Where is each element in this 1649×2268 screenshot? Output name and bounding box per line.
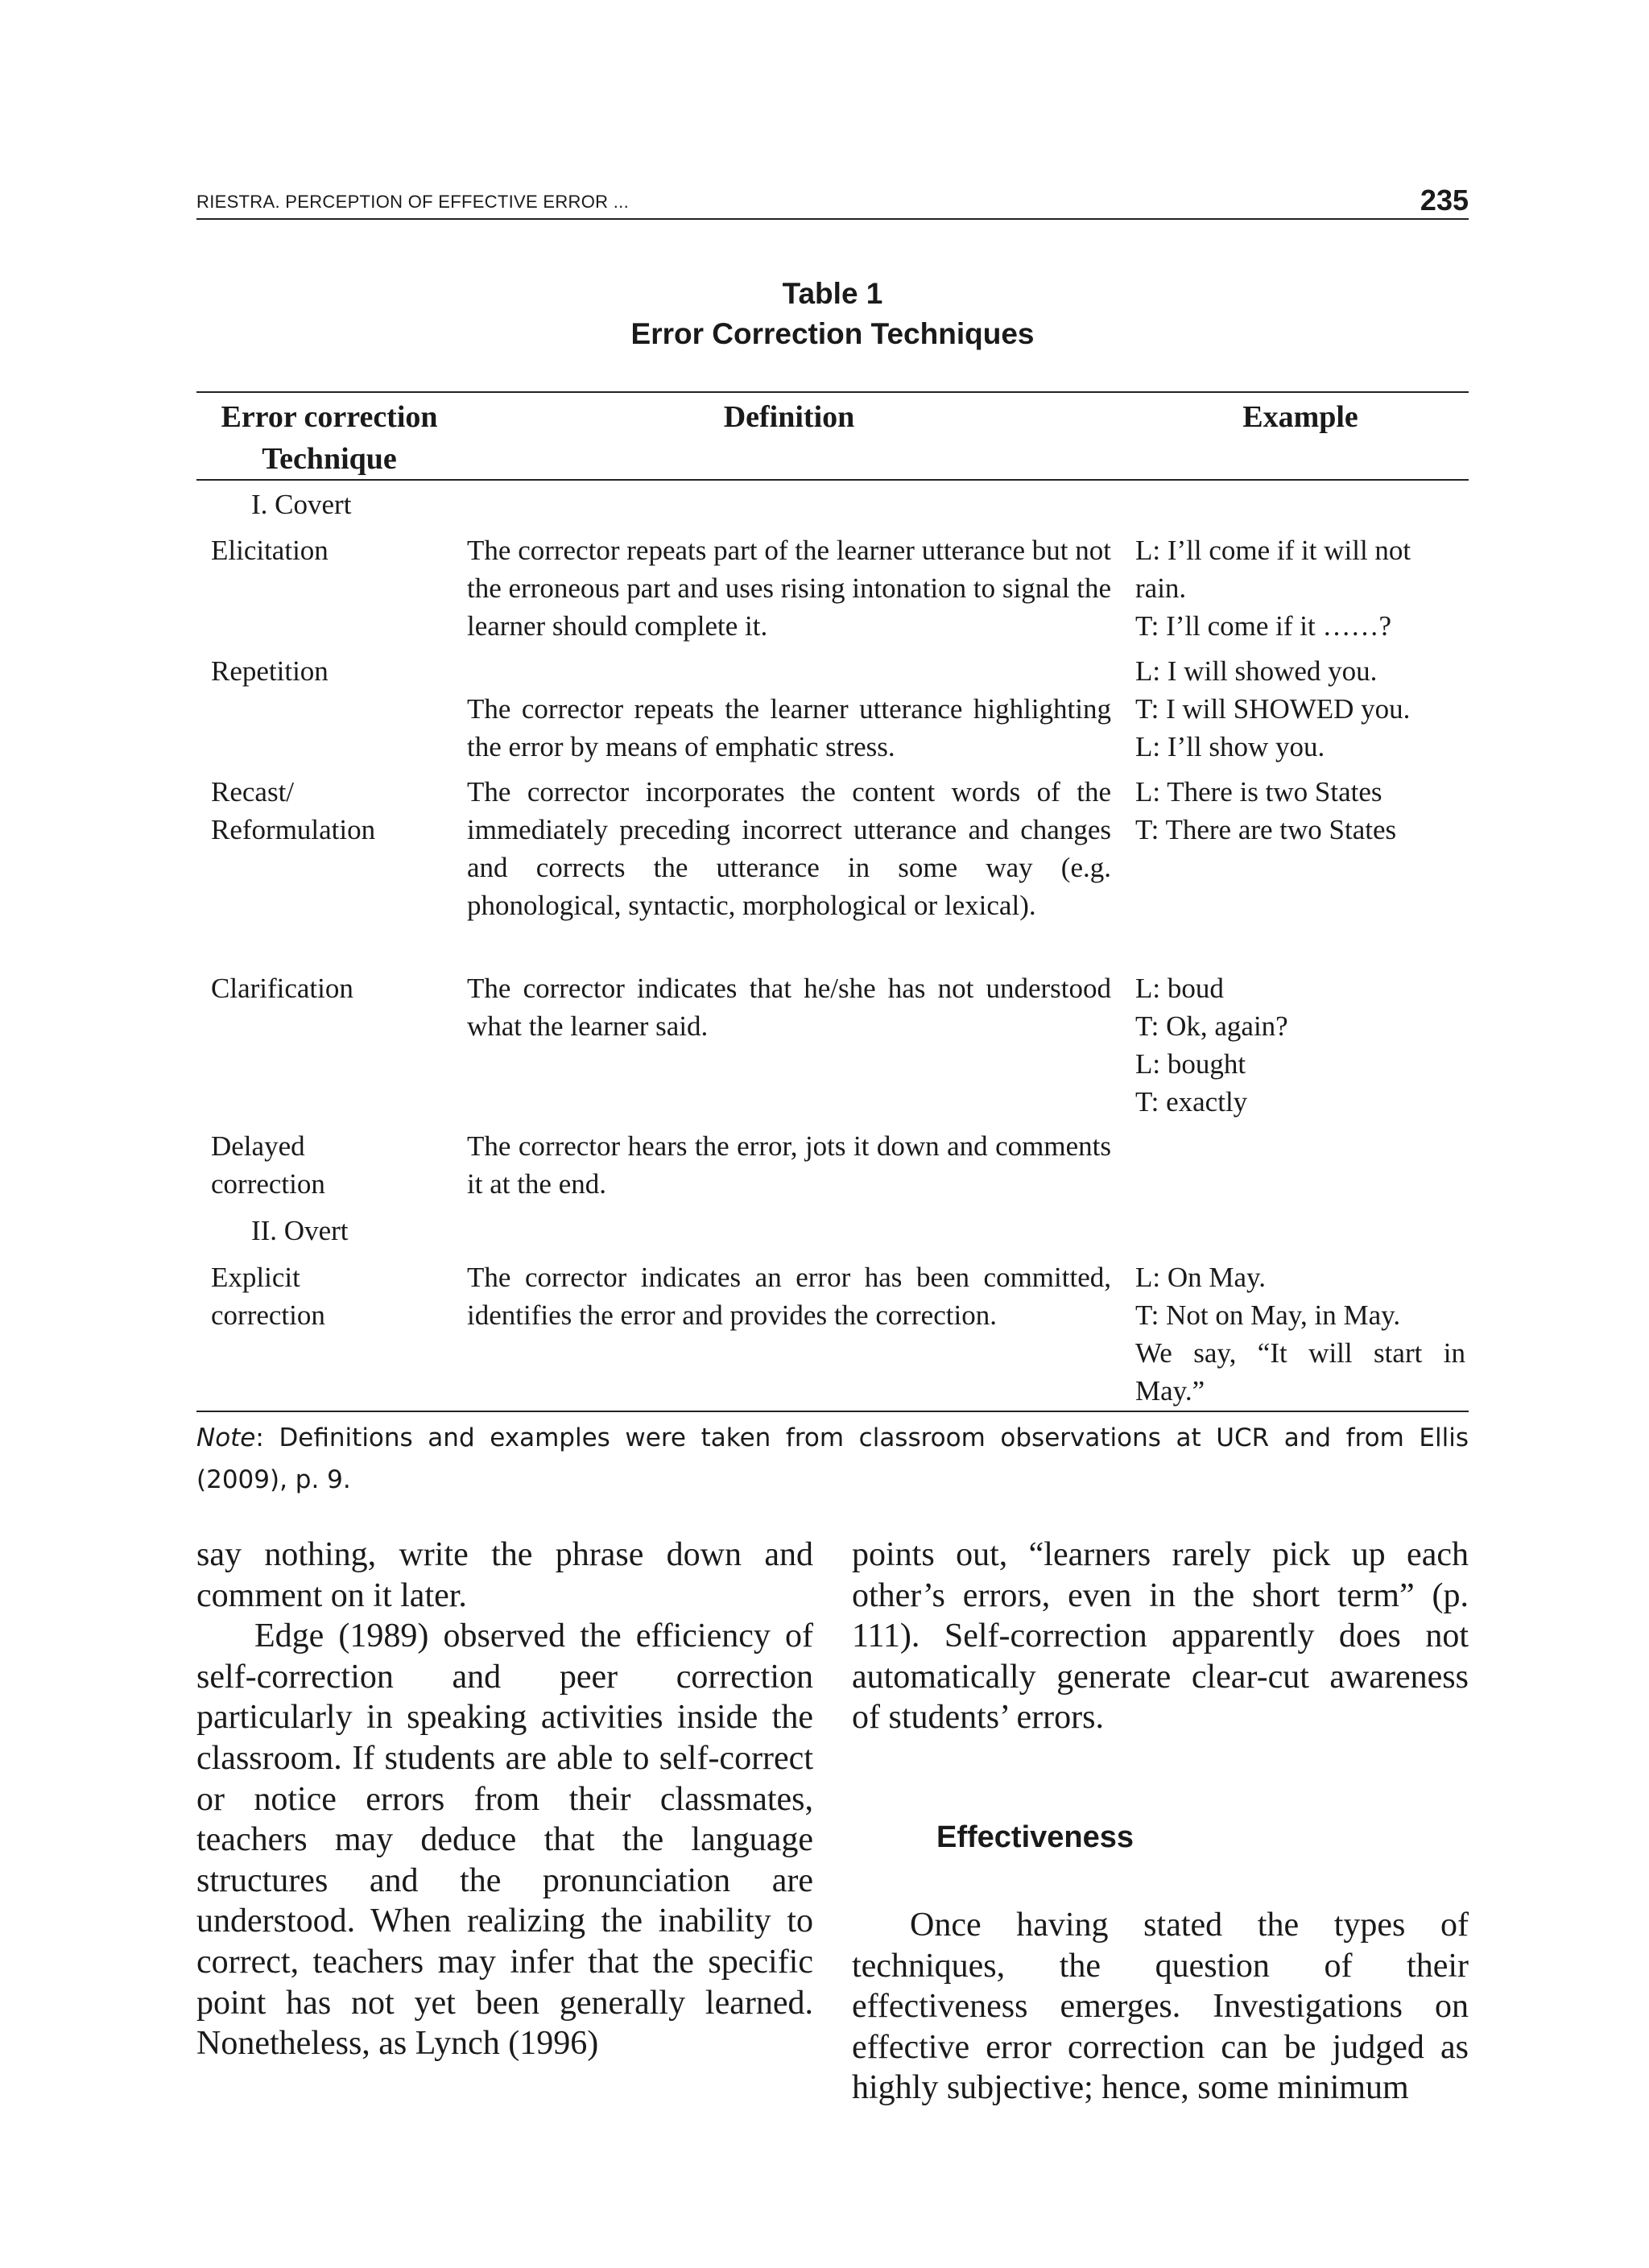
definition-clarification: The corrector indicates that he/she has not understood what the learner said. [467, 973, 1111, 1042]
example-repetition: L: I will showed you. T: I will SHOWED you. L: I’ll show you. [1135, 655, 1411, 762]
header-example: Example [1242, 400, 1358, 434]
example-clarification: L: boud T: Ok, again? L: bought T: exactly [1135, 973, 1288, 1117]
header-rule [196, 218, 1469, 220]
table-top-rule [196, 391, 1469, 393]
table-header-rule [196, 479, 1469, 481]
body-right-column-continued [852, 1905, 1469, 2109]
table-bottom-rule [196, 1411, 1469, 1412]
body-left-column [196, 1535, 813, 2064]
table-note [196, 1417, 1469, 1501]
example-recast: L: There is two States T: There are two States [1135, 776, 1397, 845]
table-caption-label: Table 1 [782, 277, 883, 310]
table-caption-title: Error Correction Techniques [630, 317, 1035, 350]
definition-elicitation: The corrector repeats part of the learner utterance but not the erroneous part and uses rising intonation to signal the learner should complete it. [467, 535, 1111, 642]
paragraph: points out, “learners rarely pick up each other’s errors, even in the short term” (p. 111). Self-correction apparently does not automatically generate clear-cut awareness of students’ errors. [852, 1536, 1469, 1737]
running-head: RIESTRA. PERCEPTION OF EFFECTIVE ERROR ... [196, 192, 629, 212]
paragraph: Edge (1989) observed the efficiency of self-correction and peer correction particularly in speaking activities inside the classroom. If students are able to self-correct or notice errors from their classmates, teachers may deduce that the language structures and the pronunciation are understood. When realizing the inability to correct, teachers may infer that the specific point has not yet been generally learned. Nonetheless, as Lynch (1996) [196, 1617, 813, 2063]
category-covert: I. Covert [251, 489, 352, 520]
technique-recast: Recast/ Reformulation [211, 776, 376, 845]
definition-repetition: The corrector repeats the learner utterance highlighting the error by means of emphatic stress. [467, 693, 1111, 762]
definition-recast: The corrector incorporates the content words of the immediately preceding incorrect utterance and changes and corrects the utterance in some way (e.g. phonological, syntactic, morphological or lexical). [467, 776, 1111, 921]
definition-explicit: The corrector indicates an error has been committed, identifies the error and provides the correction. [467, 1262, 1111, 1331]
technique-explicit: Explicit correction [211, 1262, 325, 1331]
category-overt: II. Overt [251, 1215, 349, 1246]
body-right-column [852, 1535, 1469, 1738]
section-heading: Effectiveness [936, 1820, 1134, 1854]
technique-elicitation: Elicitation [211, 535, 329, 566]
definition-delayed: The corrector hears the error, jots it down and comments it at the end. [467, 1130, 1111, 1200]
note-label: Note [196, 1423, 256, 1452]
header-technique: Error correction Technique [221, 400, 438, 476]
paragraph: say nothing, write the phrase down and comment on it later. [196, 1536, 813, 1614]
note-text: : Definitions and examples were taken from classroom observations at UCR and from Ellis (2009), p. 9. [196, 1423, 1469, 1494]
page-number: 235 [1420, 184, 1469, 217]
paragraph: Once having stated the types of techniques, the question of their effectiveness emerges. Investigations on effective error correction can be judged as highly subjective; hence, some minimum [852, 1907, 1469, 2107]
technique-delayed: Delayed correction [211, 1130, 325, 1200]
technique-clarification: Clarification [211, 973, 353, 1004]
example-elicitation: L: I’ll come if it will not rain. T: I’ll come if it ……? [1135, 535, 1411, 642]
header-definition: Definition [723, 400, 855, 434]
technique-repetition: Repetition [211, 655, 329, 687]
page-header [196, 184, 1469, 219]
example-explicit: L: On May. T: Not on May, in May. We say, “It will start in May.” [1135, 1262, 1465, 1407]
